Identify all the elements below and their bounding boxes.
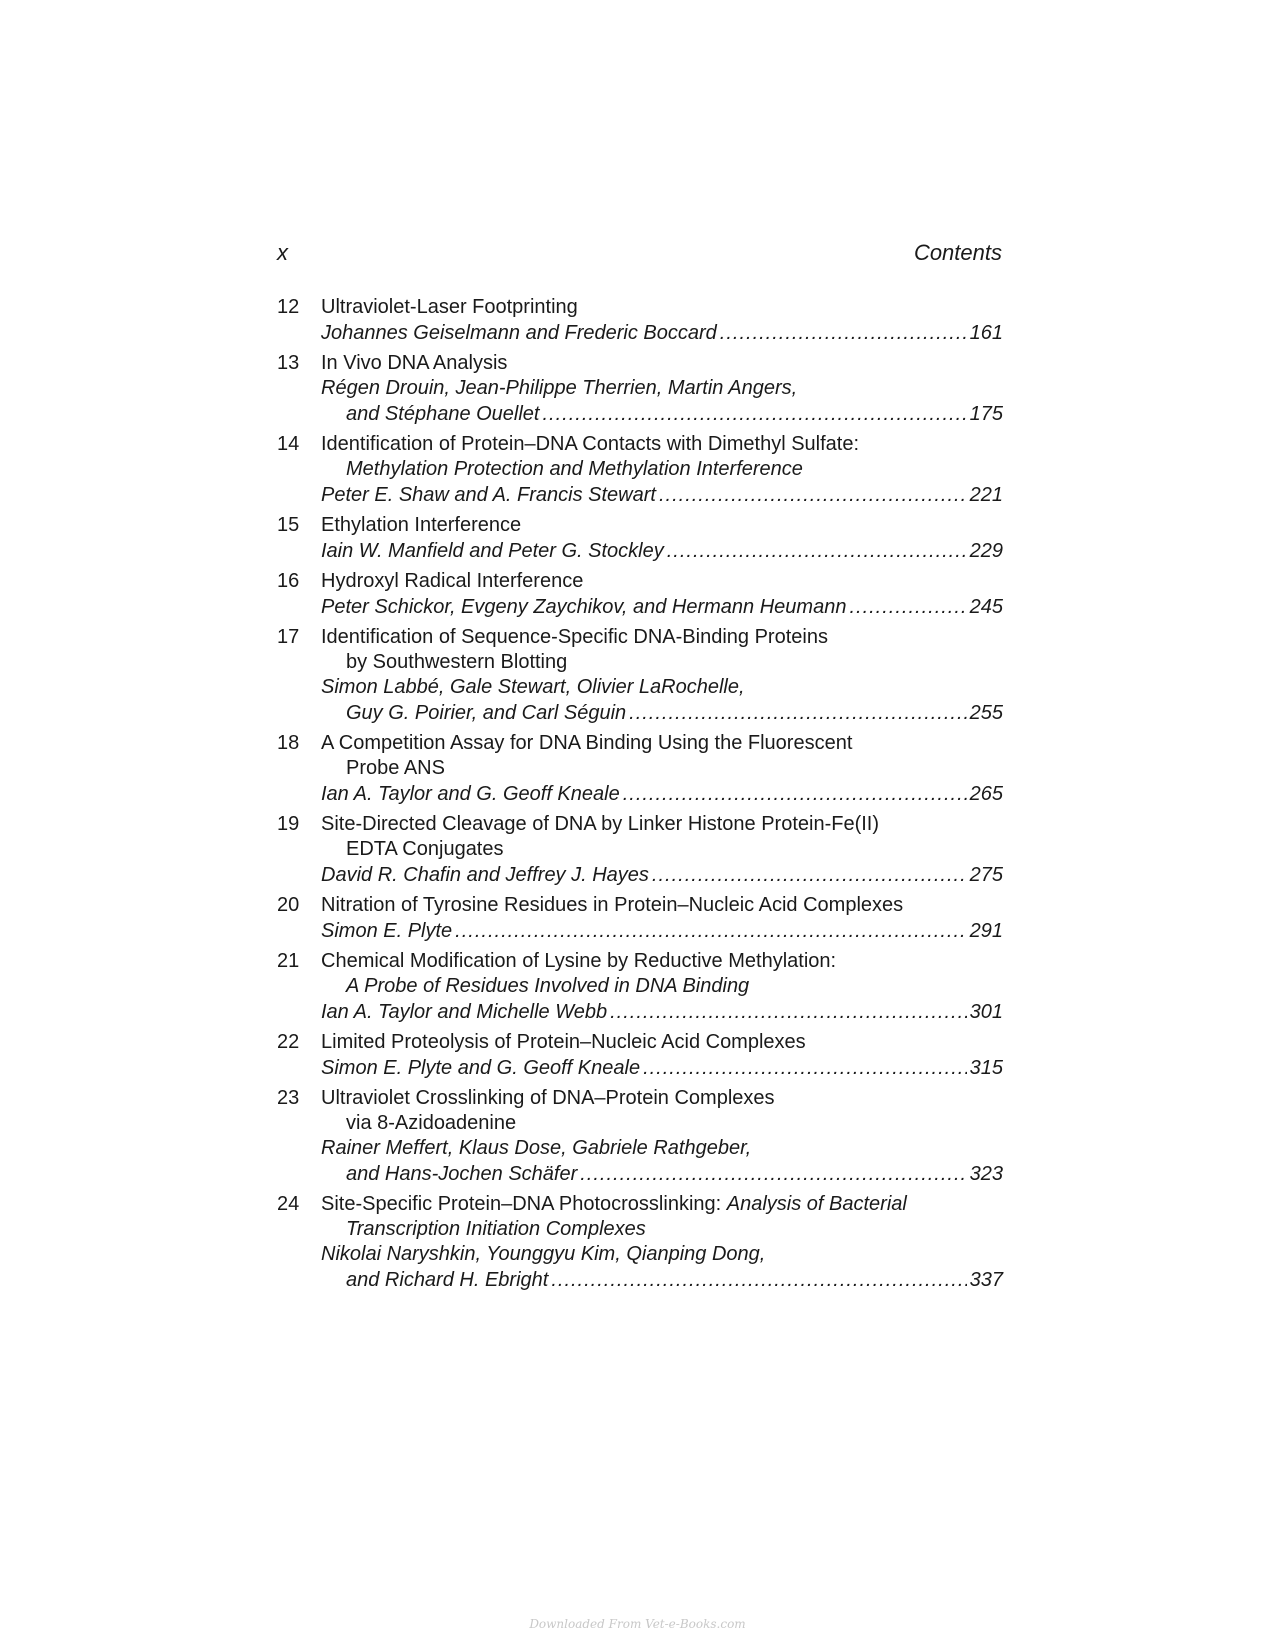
chapter-authors (321, 1000, 1003, 1025)
chapter-title-continued: via 8-Azidoadenine (346, 1112, 517, 1134)
chapter-number: 22 (277, 1031, 300, 1053)
dot-leader (720, 321, 967, 346)
author-names: Simon E. Plyte and G. Geoff Kneale (321, 1057, 641, 1079)
chapter-number: 21 (277, 950, 300, 972)
chapter-authors (321, 782, 1003, 807)
dot-leader (643, 1056, 967, 1081)
chapter-title: Ultraviolet Crosslinking of DNA–Protein Complexes (321, 1087, 775, 1109)
page-number: 255 (969, 702, 1003, 724)
toc-entry[interactable] (277, 812, 1003, 888)
chapter-title-continued: EDTA Conjugates (346, 838, 504, 860)
dot-leader (455, 919, 966, 944)
dot-leader (551, 1268, 966, 1293)
running-head: Contents (913, 240, 1002, 265)
chapter-number: 13 (277, 352, 300, 374)
chapter-number: 15 (277, 514, 300, 536)
chapter-number: 19 (277, 813, 300, 835)
chapter-title: Chemical Modification of Lysine by Reductive Methylation: (321, 950, 837, 972)
chapter-number: 24 (277, 1193, 300, 1215)
chapter-authors (321, 919, 1003, 944)
page-number: 323 (969, 1163, 1003, 1185)
chapter-authors: Nikolai Naryshkin, Younggyu Kim, Qianping Dong, (321, 1243, 766, 1265)
toc-entry[interactable] (277, 295, 1003, 346)
dot-leader (610, 1000, 967, 1025)
chapter-authors (321, 539, 1003, 564)
chapter-authors: Simon Labbé, Gale Stewart, Olivier LaRochelle, (321, 676, 745, 698)
chapter-subtitle: Methylation Protection and Methylation Interference (346, 458, 803, 480)
dot-leader (652, 863, 967, 888)
dot-leader (629, 701, 966, 726)
author-names: Ian A. Taylor and G. Geoff Kneale (321, 783, 620, 805)
author-names: and Stéphane Ouellet (346, 403, 540, 425)
chapter-title-continued: by Southwestern Blotting (346, 651, 568, 673)
dot-leader (580, 1162, 966, 1187)
chapter-number: 23 (277, 1087, 300, 1109)
page-header (277, 240, 1002, 270)
chapter-authors-continued (321, 701, 1003, 726)
chapter-title: In Vivo DNA Analysis (321, 352, 508, 374)
dot-leader (543, 402, 967, 427)
chapter-subtitle: A Probe of Residues Involved in DNA Binding (346, 975, 750, 997)
chapter-title: Site-Directed Cleavage of DNA by Linker Histone Protein-Fe(II) (321, 813, 880, 835)
chapter-number: 12 (277, 296, 300, 318)
chapter-authors-continued (321, 1268, 1003, 1293)
chapter-authors (321, 595, 1003, 620)
toc-entry[interactable] (277, 432, 1003, 508)
toc-entry[interactable] (277, 1086, 1003, 1187)
chapter-title: Limited Proteolysis of Protein–Nucleic Acid Complexes (321, 1031, 806, 1053)
toc-entry[interactable] (277, 949, 1003, 1025)
toc-entry[interactable] (277, 1192, 1003, 1293)
dot-leader (849, 595, 966, 620)
chapter-title-continued: Probe ANS (346, 757, 445, 779)
toc-entry[interactable] (277, 513, 1003, 564)
chapter-number: 18 (277, 732, 300, 754)
chapter-authors (321, 863, 1003, 888)
chapter-title: A Competition Assay for DNA Binding Using the Fluorescent (321, 732, 853, 754)
chapter-title: Nitration of Tyrosine Residues in Protein–Nucleic Acid Complexes (321, 894, 904, 916)
chapter-number: 17 (277, 626, 300, 648)
author-names: Iain W. Manfield and Peter G. Stockley (321, 540, 664, 562)
chapter-number: 14 (277, 433, 300, 455)
dot-leader (667, 539, 967, 564)
chapter-subtitle: Transcription Initiation Complexes (346, 1218, 646, 1240)
page-number: 175 (969, 403, 1003, 425)
author-names: David R. Chafin and Jeffrey J. Hayes (321, 864, 649, 886)
toc-entry[interactable] (277, 569, 1003, 620)
chapter-authors: Régen Drouin, Jean-Philippe Therrien, Martin Angers, (321, 377, 798, 399)
author-names: Peter Schickor, Evgeny Zaychikov, and Hermann Heumann (321, 596, 847, 618)
author-names: Peter E. Shaw and A. Francis Stewart (321, 484, 656, 506)
chapter-title: Ethylation Interference (321, 514, 522, 536)
page-folio: x (277, 240, 288, 265)
page-number: 229 (969, 540, 1003, 562)
page-number: 245 (969, 596, 1003, 618)
page-number: 337 (969, 1269, 1003, 1291)
download-watermark: Downloaded From Vet-e-Books.com (529, 1617, 746, 1631)
chapter-authors-continued (321, 402, 1003, 427)
toc-entry[interactable] (277, 351, 1003, 427)
author-names: Ian A. Taylor and Michelle Webb (321, 1001, 608, 1023)
chapter-title-italic: Analysis of Bacterial (726, 1193, 907, 1215)
chapter-authors (321, 483, 1003, 508)
author-names: Johannes Geiselmann and Frederic Boccard (321, 322, 717, 344)
chapter-title (321, 1192, 1003, 1217)
toc-entry[interactable] (277, 893, 1003, 944)
chapter-title-main: Site-Specific Protein–DNA Photocrosslinking: (321, 1193, 722, 1215)
chapter-title: Identification of Protein–DNA Contacts with Dimethyl Sulfate: (321, 433, 860, 455)
page-number: 221 (969, 484, 1003, 506)
table-of-contents (277, 295, 1003, 1298)
author-names: Simon E. Plyte (321, 920, 453, 942)
chapter-authors (321, 1056, 1003, 1081)
toc-entry[interactable] (277, 1030, 1003, 1081)
page-number: 265 (969, 783, 1003, 805)
page-number: 275 (969, 864, 1003, 886)
dot-leader (659, 483, 967, 508)
chapter-title: Hydroxyl Radical Interference (321, 570, 584, 592)
chapter-number: 16 (277, 570, 300, 592)
chapter-authors-continued (321, 1162, 1003, 1187)
toc-entry[interactable] (277, 625, 1003, 726)
chapter-authors: Rainer Meffert, Klaus Dose, Gabriele Rathgeber, (321, 1137, 752, 1159)
author-names: and Hans-Jochen Schäfer (346, 1163, 578, 1185)
chapter-title: Ultraviolet-Laser Footprinting (321, 296, 578, 318)
chapter-number: 20 (277, 894, 300, 916)
chapter-title: Identification of Sequence-Specific DNA-Binding Proteins (321, 626, 828, 648)
chapter-authors (321, 321, 1003, 346)
page-number: 315 (969, 1057, 1003, 1079)
author-names: and Richard H. Ebright (346, 1269, 549, 1291)
dot-leader (623, 782, 967, 807)
page-number: 301 (969, 1001, 1003, 1023)
page-number: 161 (969, 322, 1003, 344)
page-number: 291 (969, 920, 1003, 942)
toc-entry[interactable] (277, 731, 1003, 807)
author-names: Guy G. Poirier, and Carl Séguin (346, 702, 627, 724)
